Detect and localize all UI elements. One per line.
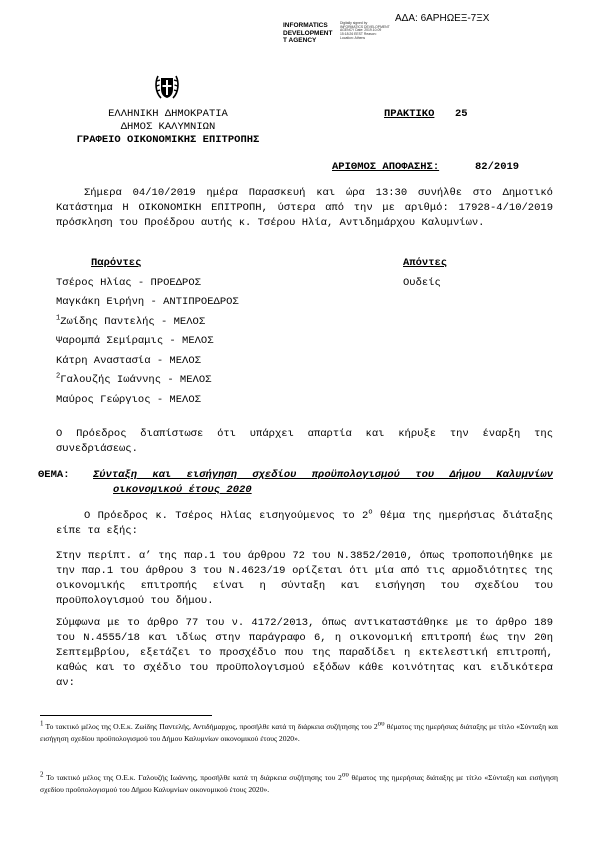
praktiko-number: 25 <box>455 108 468 120</box>
member-name: Τσέρος Ηλίας - ΠΡΟΕΔΡΟΣ <box>56 277 201 289</box>
signature-logo <box>283 22 332 45</box>
absent-value: Ουδείς <box>403 277 441 289</box>
topic-title <box>93 468 553 498</box>
member-row <box>56 295 239 310</box>
footnote-2: $^2$ Το τακτικό μέλος της Ο.Ε.κ. Γαλουζής Ιωάννης, προσήλθε κατά τη διάρκεια συζήτησης του $2^{o\upsilon}$ θέματος της ημερήσιας διάταξης με τίτλο «Σύνταξη και εισήγηση σχεδίου προϋπολογισμού του Δήμου Καλυμνίων οικονομικού έτους 2020». <box>40 770 559 794</box>
topic-label: ΘΕΜΑ: <box>38 469 70 481</box>
decision-number: 82/2019 <box>475 161 520 173</box>
decision-number-label: ΑΡΙΘΜΟΣ ΑΠΟΦΑΣΗΣ: <box>332 161 440 173</box>
member-name: Μαύρος Γεώργιος - ΜΕΛΟΣ <box>56 394 201 406</box>
member-row <box>56 334 214 349</box>
footnote-1: $^1$ Το τακτικό μέλος της Ο.Ε.κ. Ζωίδης Παντελής, Αντιδήμαρχος, προσήλθε κατά τη διάρκεια συζήτησης του $2^{o\upsilon}$ θέματος της ημερήσιας διάταξης με τίτλο «Σύνταξη και εισήγηση σχεδίου προϋπολογισμού του Δήμου Καλυμνίων οικονομικού έτους 2020». <box>40 719 558 743</box>
present-header: Παρόντες <box>91 257 142 269</box>
legal-paragraph-1: Στην περίπτ. α’ της παρ.1 του άρθρου 72 του Ν.3852/2010, όπως τροποποιήθηκε με την παρ.1 του άρθρου 3 του Ν.4623/19 ορίζεται ότι μία από τις αρμοδιότητες της οικονομικής επιτροπής είναι η σύνταξη και εισήγηση του σχεδίου του προϋπολογισμού του δήμου. <box>56 550 553 607</box>
header-office: ΓΡΑΦΕΙΟ ΟΙΚΟΝΟΜΙΚΗΣ ΕΠΙΤΡΟΠΗΣ <box>76 134 260 146</box>
praktiko-label: ΠΡΑΚΤΙΚΟ <box>384 108 435 120</box>
member-row <box>56 276 201 291</box>
member-row <box>56 393 201 408</box>
ada-code: ΑΔΑ: 6ΑΡΗΩΕΞ-7ΞΧ <box>395 13 490 24</box>
speaker-paragraph: Ο Πρόεδρος κ. Τσέρος Ηλίας εισηγούμενος το $2^o$ θέμα της ημερήσιας διάταξης είπε τα εξής: <box>56 508 553 537</box>
member-name: Ζωίδης Παντελής - ΜΕΛΟΣ <box>60 316 206 328</box>
absent-header: Απόντες <box>403 257 448 269</box>
member-row <box>56 354 201 369</box>
member-name: Ψαρομπά Σεμίραμις - ΜΕΛΟΣ <box>56 335 214 347</box>
intro-paragraph: Σήμερα 04/10/2019 ημέρα Παρασκευή και ώρα 13:30 συνήλθε στο Δημοτικό Κατάστημα Η ΟΙΚΟΝΟΜΙΚΗ ΕΠΙΤΡΟΠΗ, ύστερα από την με αριθμό: 17928-4/10/2019 πρόσκληση του Προέδρου αυτής κ. Τσέρου Ηλία, Αντιδημάρχου Καλυμνίων. <box>56 187 553 229</box>
digital-signature-text: Digitally signed by INFORMATICS DEVELOPMENT AGENCY Date: 2019.10.09 15:18:26 EEST Reason: Location: Athens <box>340 21 390 40</box>
member-row <box>56 373 211 388</box>
header-republic: ΕΛΛΗΝΙΚΗ ΔΗΜΟΚΡΑΤΙΑ <box>108 108 228 120</box>
member-name: Μαγκάκη Ειρήνη - ΑΝΤΙΠΡΟΕΔΡΟΣ <box>56 296 239 308</box>
legal-paragraph-2: Σύμφωνα με το άρθρο 77 του ν. 4172/2013, όπως αντικαταστάθηκε με το άρθρο 189 του Ν.4555/18 και ιδίως στην παράγραφο 6, η οικονομική επιτροπή έως την 20η Σεπτεμβρίου, εξετάζει το προσχέδιο που της παραδίδει η εκτελεστική επιτροπή, καθώς και το σχέδιο του προϋπολογισμού εξόδων κάθε κοινότητας και ειδικότερα αν: <box>56 617 553 689</box>
topic-title-line-2: οικονομικού έτους 2020 <box>113 484 252 496</box>
topic-title-line-1: Σύνταξη και εισήγηση σχεδίου προϋπολογισμού του Δήμου Καλυμνίων <box>93 469 553 481</box>
member-row <box>56 315 205 330</box>
greek-emblem-icon <box>152 72 182 102</box>
member-name: Γαλουζής Ιωάννης - ΜΕΛΟΣ <box>60 374 212 386</box>
member-name: Κάτρη Αναστασία - ΜΕΛΟΣ <box>56 355 201 367</box>
quorum-paragraph: Ο Πρόεδρος διαπίστωσε ότι υπάρχει απαρτία και κήρυξε την έναρξη της συνεδριάσεως. <box>56 428 553 455</box>
footnote-ref-2: 2 <box>56 372 61 381</box>
logo-line-2: DEVELOPMENT <box>283 29 333 37</box>
logo-line-1: INFORMATICS <box>283 22 328 29</box>
logo-line-3: T AGENCY <box>283 37 317 44</box>
header-municipality: ΔΗΜΟΣ ΚΑΛΥΜΝΙΩΝ <box>120 121 216 133</box>
footnote-ref-1: 1 <box>56 314 61 323</box>
footnote-separator <box>40 715 212 716</box>
